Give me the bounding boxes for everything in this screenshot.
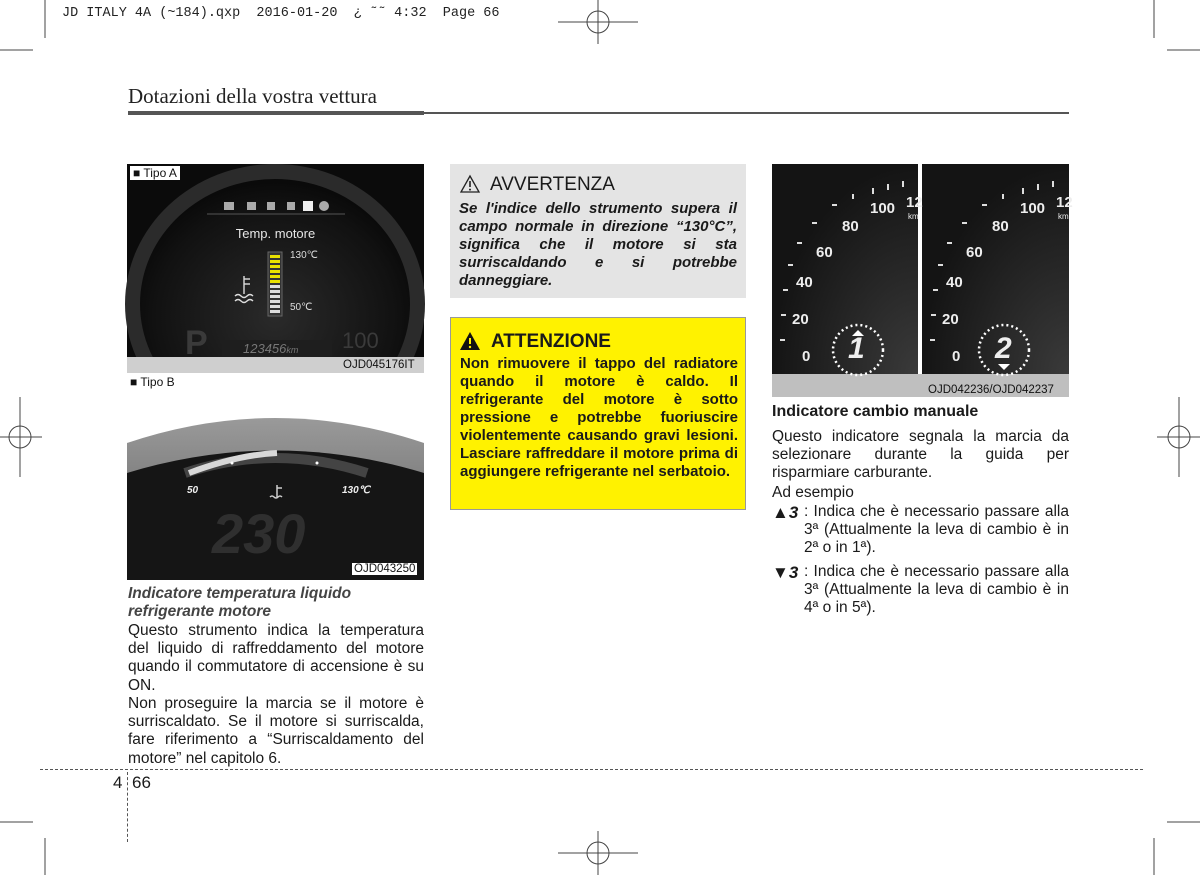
warning-triangle-icon [460, 175, 480, 193]
coolant-paragraph-2: Non proseguire la marcia se il motore è surriscaldato. Se il motore si surriscalda, fare riferimento a “Surriscaldamento del motore” nel capitolo 6. [128, 695, 424, 767]
tipo-a-image-code: OJD045176IT [343, 359, 415, 371]
caution-title: ATTENZIONE [491, 331, 611, 352]
coolant-paragraph-1: Questo strumento indica la temperatura del liquido di raffreddamento del motore quando il commutatore di accensione è su ON. [128, 622, 424, 694]
running-head: Dotazioni della vostra vettura [128, 84, 377, 108]
shift-up-icon: ▲3 [772, 503, 799, 522]
gauge-right-labels: 0 20 40 60 80 100 12 km 2 [942, 194, 1073, 365]
caution-text: Non rimuovere il tappo del radiatore quando il motore è caldo. Il refrigerante del motore è sotto pressione e potrebbe fuoriuscire violentemente causando gravi lesioni. Lasciare raffreddare il motore prima di aggiungere refrigerante nel serbatoio. [460, 355, 738, 480]
tipo-b-image-code: OJD043250 [354, 563, 416, 575]
shift-item-down-text: : Indica che è necessario passare alla 3ª (Attualmente la leva di cambio è in 4ª o in 5ª). [804, 563, 1069, 617]
tipo-a-cold-label: 50℃ [290, 302, 313, 313]
gauge-left-labels: 0 20 40 60 80 100 12 km 1 [792, 194, 923, 365]
caution-triangle-icon [459, 331, 481, 351]
warning-text: Se l'indice dello strumento supera il campo normale in direzione “130°C”, significa che il motore si sta surriscaldando e si potrebbe danneggiare. [459, 200, 737, 289]
tipo-b-hot-label: 130℃ [342, 485, 370, 496]
warning-title: AVVERTENZA [490, 174, 615, 195]
figure-shift-indicator [772, 164, 1073, 397]
shift-example-label: Ad esempio [772, 484, 854, 501]
tipo-b-cold-label: 50 [187, 485, 199, 496]
shift-image-code: OJD042236/OJD042237 [928, 384, 1054, 396]
tipo-a-bg-number: 100 [342, 328, 379, 353]
file-header: JD ITALY 4A (~184).qxp 2016-01-20 ¿ ˜˜ 4:32 Page 66 [62, 6, 500, 21]
shift-item-up-text: : Indica che è necessario passare alla 3ª (Attualmente la leva di cambio è in 2ª o in 1ª). [804, 503, 1069, 557]
coolant-subheading: Indicatore temperatura liquido refrigerante motore [128, 585, 352, 621]
tipo-a-odometer: 123456km [243, 341, 299, 356]
footer-rule [40, 769, 1143, 770]
tipo-b-speed-bg: 230 [212, 502, 306, 565]
tipo-a-hot-label: 130℃ [290, 250, 318, 261]
tipo-a-park-indicator: P [185, 324, 208, 362]
chapter-number: 4 [113, 773, 123, 792]
page-number: 66 [132, 773, 151, 792]
header-rule [128, 111, 1069, 115]
tipo-b-label: ■ Tipo B [130, 375, 175, 389]
warning-box [450, 164, 746, 298]
shift-heading: Indicatore cambio manuale [772, 403, 979, 420]
shift-paragraph: Questo indicatore segnala la marcia da selezionare durante la guida per risparmiare carburante. [772, 428, 1069, 482]
footer-divider [127, 772, 128, 842]
tipo-a-screen-title: Temp. motore [235, 226, 316, 241]
gear-indicator-right: 2 [995, 332, 1012, 365]
caution-box [450, 317, 746, 510]
figure-tipo-b [127, 373, 424, 580]
gear-indicator-left: 1 [848, 332, 865, 365]
tipo-a-label: ■ Tipo A [130, 166, 180, 180]
shift-down-icon: ▼3 [772, 563, 799, 582]
figure-tipo-a [127, 164, 424, 373]
